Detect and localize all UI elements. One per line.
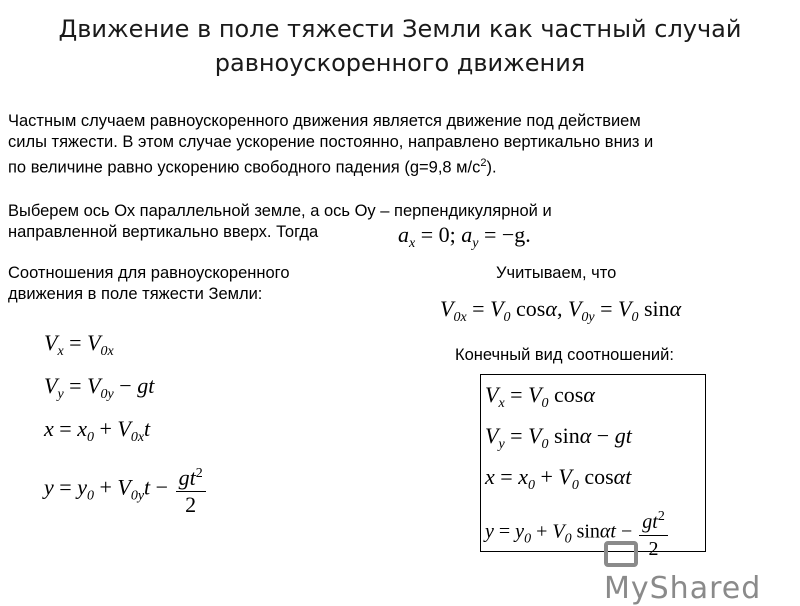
intro-paragraph bbox=[8, 111, 798, 179]
axes-line-2: направленной вертикально вверх. Тогда bbox=[8, 223, 319, 241]
intro-line-2: силы тяжести. В этом случае ускорение постоянно, направлено вертикально вниз и bbox=[8, 133, 654, 151]
final-formula-vx: $V_x = V_0$ cosα bbox=[485, 382, 595, 411]
watermark: MyShared bbox=[604, 536, 800, 606]
formula-vx: $V_x = V_{0x}$ bbox=[44, 330, 114, 359]
final-formula-x: $x = x_0 + V_0$ cosαt bbox=[485, 464, 632, 493]
watermark-logo-icon bbox=[604, 541, 638, 567]
final-formula-vy: $V_y = V_0$ sinα − gt bbox=[485, 423, 632, 452]
acceleration-formula: $a_x = 0$; $a_y = -g$. bbox=[398, 222, 531, 251]
title-line-2: равноускоренного движения bbox=[214, 49, 586, 77]
relations-line-2: движения в поле тяжести Земли: bbox=[8, 285, 263, 303]
final-formulas-box bbox=[480, 374, 706, 560]
formula-y: $y = y_0 + V_{0y}t$ − $\frac{gt^2}{2}$ bbox=[44, 461, 208, 518]
final-formula-y: $y = y_0 + V_0$ sinαt − $\frac{gt^2}{2}$ bbox=[485, 504, 705, 562]
relations-paragraph bbox=[8, 263, 388, 305]
relations-line-1: Соотношения для равноускоренного bbox=[8, 264, 290, 282]
formula-vy: $V_y = V_{0y}$ − gt bbox=[44, 373, 155, 402]
formula-x: $x = x_0 + V_{0x}t$ bbox=[44, 416, 151, 445]
considering-label: Учитываем, что bbox=[496, 264, 617, 282]
axes-line-1: Выберем ось Ох параллельной земле, а ось Оу – перпендикулярной и bbox=[8, 202, 552, 220]
intro-line-3: по величине равно ускорению свободного падения (g=9,8 $м/с^2$). bbox=[8, 157, 497, 177]
final-label: Конечный вид соотношений: bbox=[455, 346, 674, 364]
velocity-components-formula: $V_{0x} = V_0$ cosα, $V_{0y} = V_0$ sinα bbox=[440, 296, 682, 325]
title-line-1: Движение в поле тяжести Земли как частный случай bbox=[58, 15, 742, 43]
intro-line-1: Частным случаем равноускоренного движения является движение под действием bbox=[8, 112, 641, 130]
slide-title bbox=[0, 12, 800, 80]
relations-formulas bbox=[44, 326, 208, 518]
